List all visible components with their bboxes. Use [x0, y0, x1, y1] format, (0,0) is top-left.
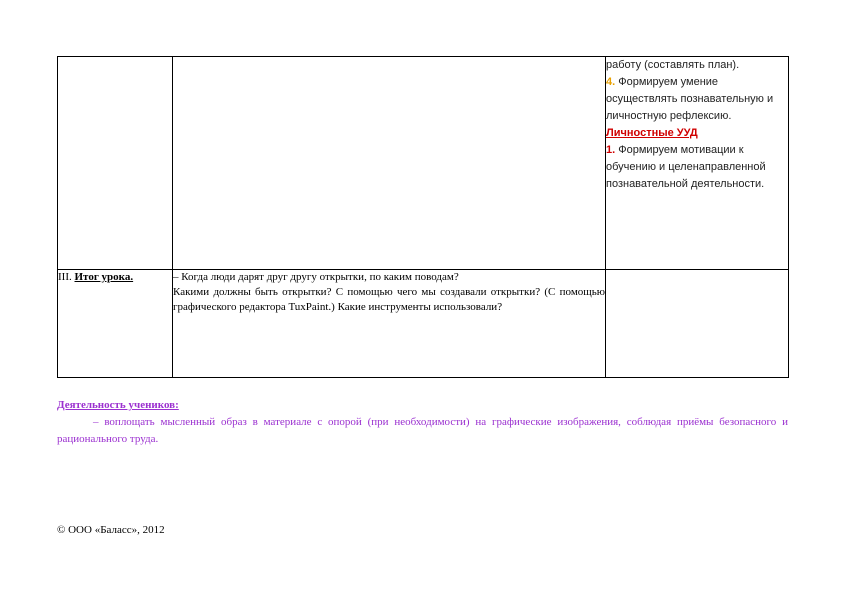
- student-activity: [57, 397, 788, 448]
- copyright-footer: © ООО «Баласс», 2012: [57, 524, 165, 536]
- question-text: – Когда люди дарят друг другу открытки, по каким поводам?: [173, 271, 459, 283]
- item-number: 1.: [606, 144, 616, 156]
- lesson-table: [57, 56, 789, 378]
- uud-intro-text: работу (составлять план).: [606, 59, 740, 71]
- uud-cell: [606, 270, 789, 378]
- content-cell: [173, 57, 606, 270]
- question-text: Какими должны быть открытки? С помощью чего мы создавали открытки? (С помощью графического редактора TuxPaint.) Какие инструменты использовали?: [173, 286, 605, 313]
- table-row: [58, 57, 789, 270]
- uud-cell: [606, 57, 789, 270]
- stage-cell: [58, 270, 173, 378]
- content-cell: [173, 270, 606, 378]
- activity-body: – воплощать мысленный образ в материале с опорой (при необходимости) на графические изображения, соблюдая приёмы безопасного и рационального труда.: [57, 416, 788, 445]
- uud-item-text: Формируем умение осуществлять познавательную и личностную рефлексию.: [606, 76, 774, 122]
- stage-cell: [58, 57, 173, 270]
- activity-title: Деятельность учеников:: [57, 399, 179, 411]
- stage-number: III.: [58, 271, 72, 283]
- item-number: 4.: [606, 76, 616, 88]
- stage-title: Итог урока.: [74, 271, 134, 283]
- personal-uud-heading: Личностные УУД: [606, 127, 698, 139]
- table-row: [58, 270, 789, 378]
- uud-item-text: Формируем мотивации к обучению и целенаправленной познавательной деятельности.: [606, 144, 766, 190]
